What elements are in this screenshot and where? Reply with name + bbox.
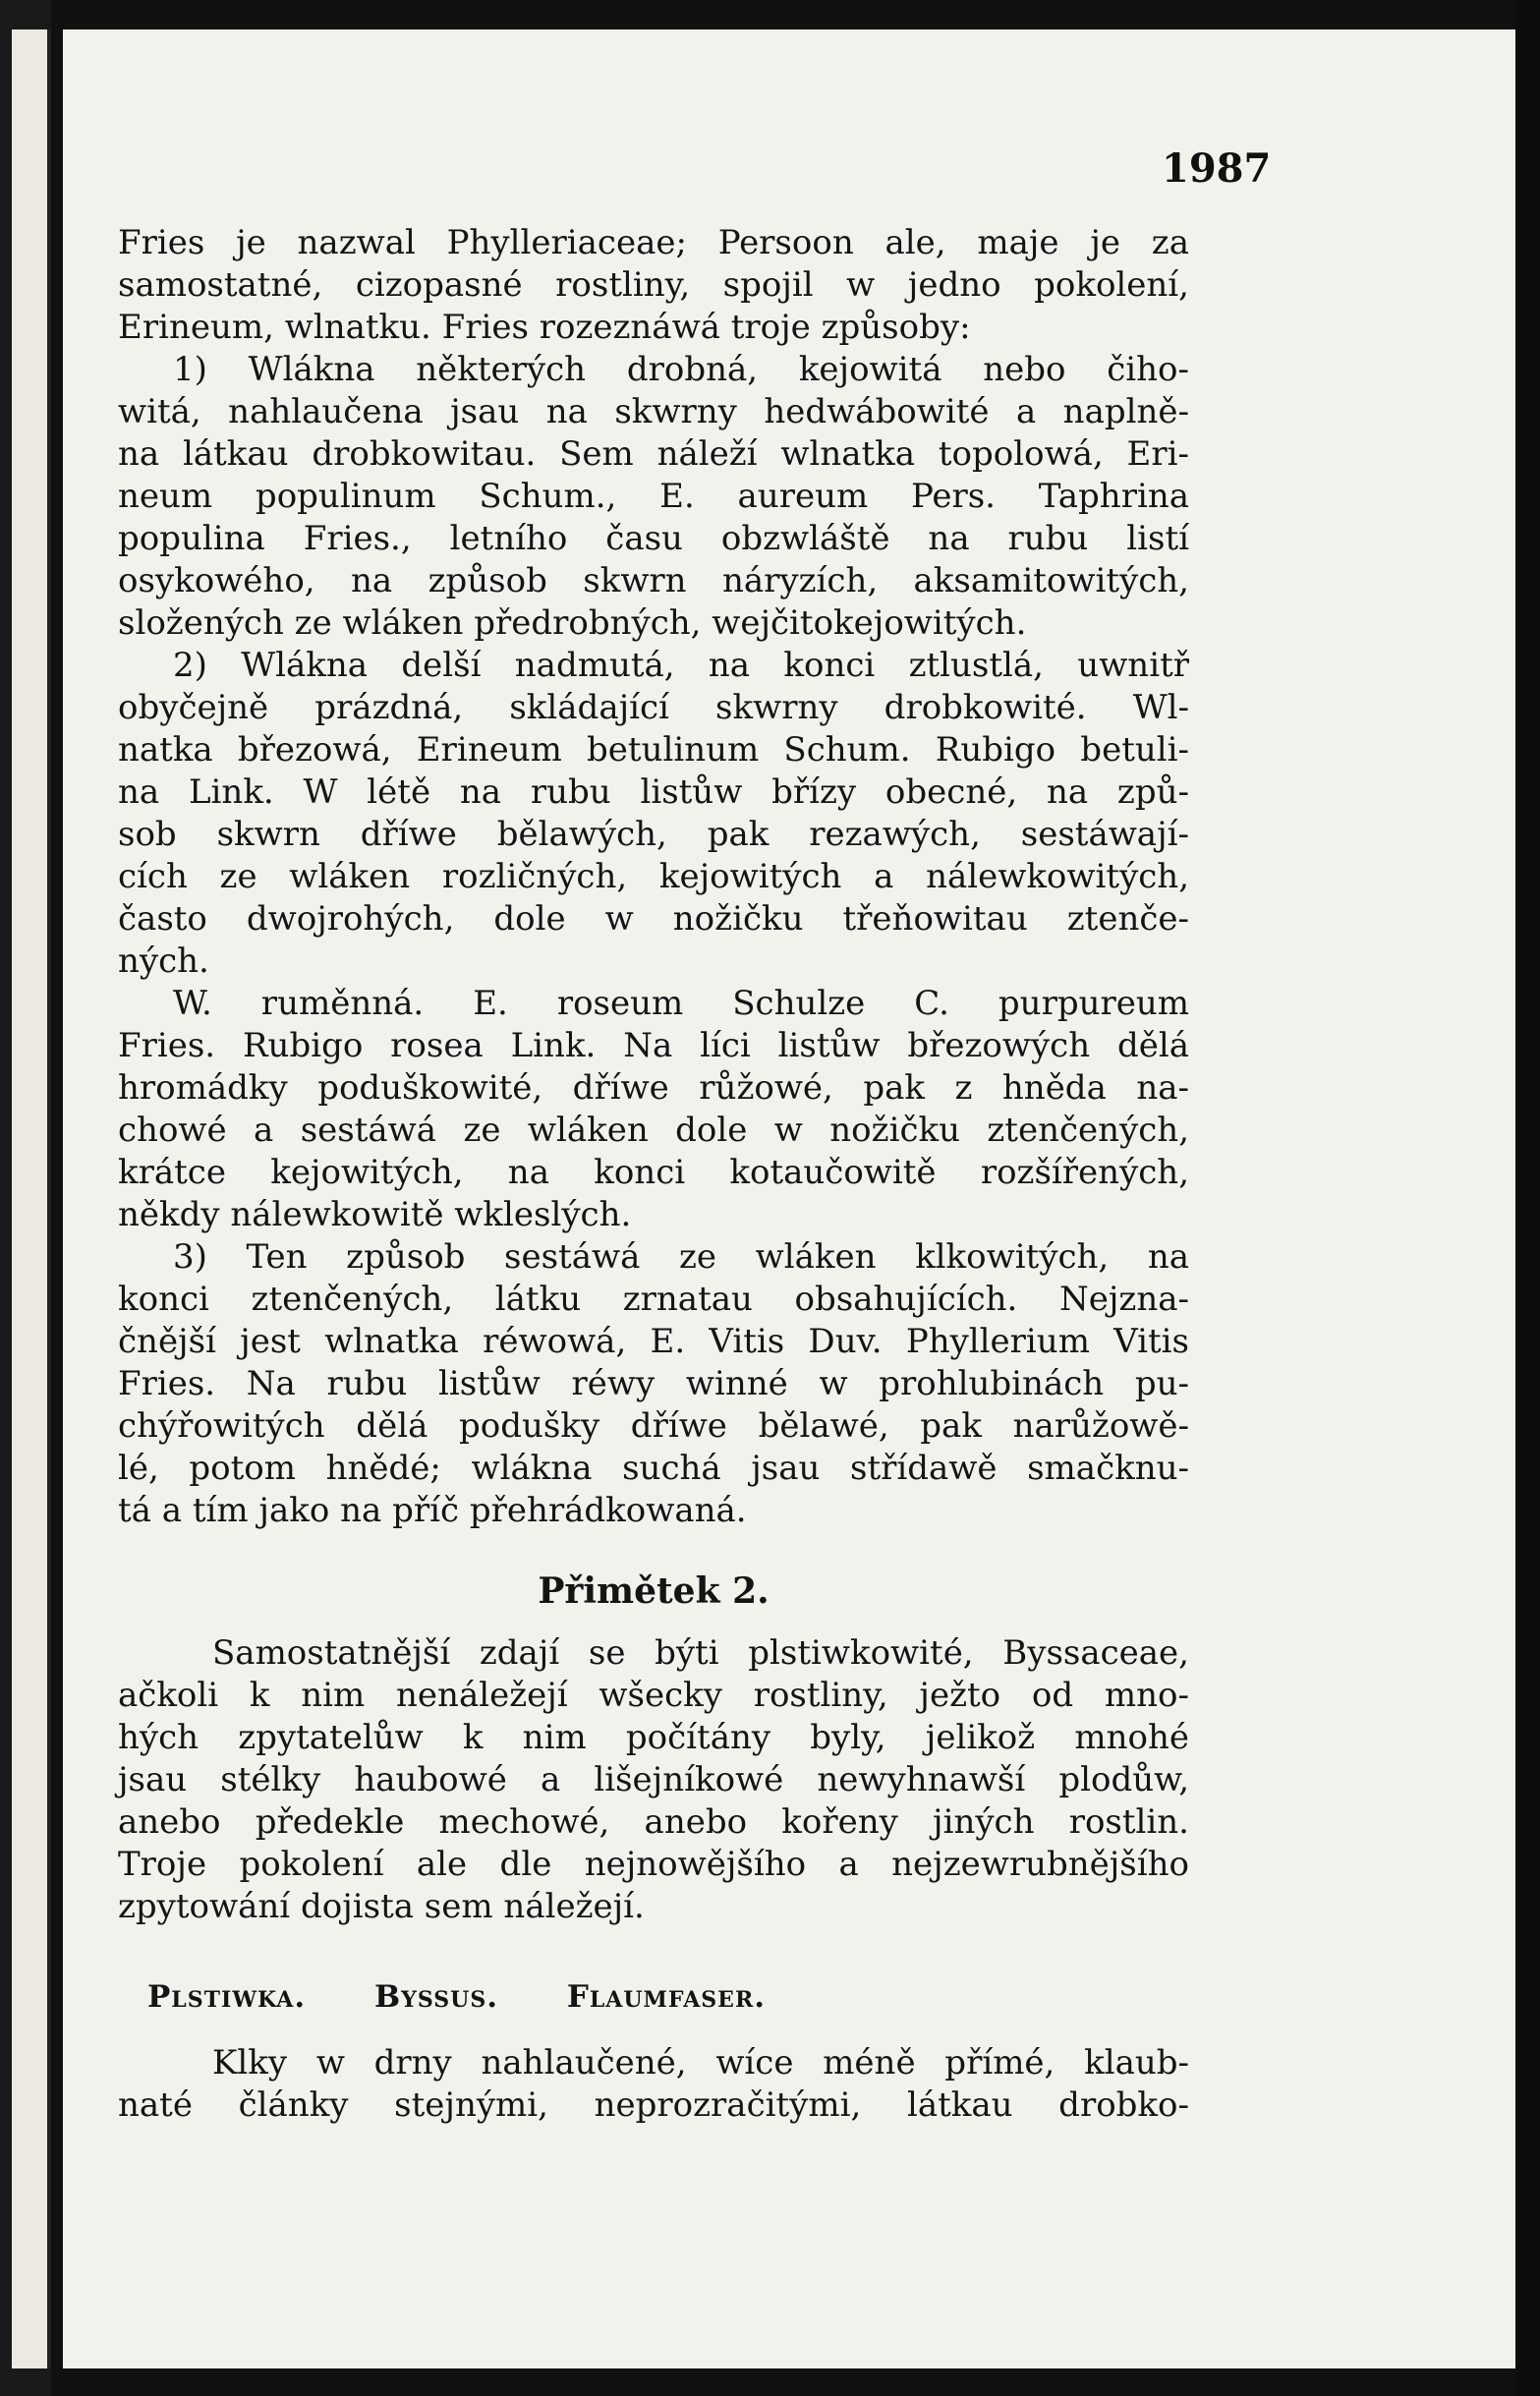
- text-line: Fries je nazwal Phylleriaceae; Persoon ale, maje je za: [118, 223, 1189, 262]
- page-text: [118, 222, 1189, 2127]
- text-line: ačkoli k nim nenáležejí wšecky rostliny, ježto od mno-: [118, 1676, 1189, 1715]
- page-number: 1987: [1162, 145, 1272, 192]
- text-line: neum populinum Schum., E. aureum Pers. Taphrina: [118, 477, 1189, 516]
- text-line: ných.: [118, 941, 209, 981]
- text-line: anebo předekle mechowé, anebo kořeny jiných rostlin.: [118, 1802, 1189, 1842]
- genus-name-latin: Byssus.: [373, 1979, 499, 2015]
- text-line: witá, nahlaučena jsau na skwrny hedwábowité a naplně-: [118, 392, 1189, 431]
- text-line: často dwojrohých, dole w nožičku třeňowitau ztenče-: [118, 899, 1189, 939]
- text-line: hromádky poduškowité, dříwe růžowé, pak z hněda na-: [118, 1068, 1189, 1108]
- text-line: 2) Wlákna delší nadmutá, na konci ztlustlá, uwnitř: [173, 646, 1189, 685]
- text-line: Fries. Na rubu listůw réwy winné w prohlubinách pu-: [118, 1364, 1189, 1403]
- text-line: 1) Wlákna některých drobná, kejowitá nebo čiho-: [173, 350, 1189, 389]
- text-line: lé, potom hnědé; wlákna suchá jsau střídawě smačknu-: [118, 1449, 1189, 1488]
- text-line: krátce kejowitých, na konci kotaučowitě rozšířených,: [118, 1153, 1189, 1192]
- text-line: konci ztenčených, látku zrnatau obsahujících. Nejzna-: [118, 1280, 1189, 1319]
- text-line: chowé a sestáwá ze wláken dole w nožičku ztenčených,: [118, 1111, 1189, 1150]
- text-line: Fries. Rubigo rosea Link. Na líci listůw březowých dělá: [118, 1026, 1189, 1065]
- text-line: složených ze wláken předrobných, wejčitokejowitých.: [118, 603, 1027, 643]
- text-line: obyčejně prázdná, skládající skwrny drobkowité. Wl-: [118, 688, 1189, 727]
- text-line: čnější jest wlnatka réwowá, E. Vitis Duv. Phyllerium Vitis: [118, 1322, 1189, 1361]
- text-line: někdy nálewkowitě wkleslých.: [118, 1195, 632, 1234]
- text-line: Klky w drny nahlaučené, wíce méně přímé, klaub-: [212, 2043, 1189, 2082]
- text-line: tá a tím jako na příč přehrádkowaná.: [118, 1491, 747, 1530]
- text-line: na Link. W létě na rubu listůw břízy obecné, na způ-: [118, 772, 1189, 812]
- text-line: na látkau drobkowitau. Sem náleží wlnatka topolowá, Eri-: [118, 434, 1189, 474]
- text-line: sob skwrn dříwe bělawých, pak rezawých, sestáwají-: [118, 815, 1189, 854]
- text-line: chýřowitých dělá podušky dříwe bělawé, pak narůžowě-: [118, 1406, 1189, 1446]
- text-line: jsau stélky haubowé a lišejníkowé newyhnawší plodůw,: [118, 1760, 1189, 1799]
- text-line: populina Fries., letního času obzwláště na rubu listí: [118, 519, 1189, 558]
- text-line: naté články stejnými, neprozračitými, látkau drobko-: [118, 2085, 1189, 2125]
- text-line: samostatné, cizopasné rostliny, spojil w jedno pokolení,: [118, 265, 1189, 305]
- text-line: zpytowání dojista sem náležejí.: [118, 1887, 645, 1926]
- genus-name-czech: Plstiwka.: [147, 1979, 307, 2015]
- text-line: osykowého, na způsob skwrn náryzích, aksamitowitých,: [118, 561, 1189, 600]
- section-heading: Přimětek 2.: [538, 1570, 770, 1612]
- genus-name-german: Flaumfaser.: [566, 1979, 767, 2015]
- text-line: hých zpytatelůw k nim počítány byly, jelikož mnohé: [118, 1718, 1189, 1757]
- scan-right-border: [1515, 0, 1540, 2396]
- text-line: natka březowá, Erineum betulinum Schum. Rubigo betuli-: [118, 730, 1189, 770]
- text-line: W. ruměnná. E. roseum Schulze C. purpureum: [173, 984, 1189, 1023]
- text-line: 3) Ten způsob sestáwá ze wláken klkowitých, na: [173, 1237, 1189, 1277]
- facing-page-edge: [12, 29, 51, 2368]
- text-line: Erineum, wlnatku. Fries rozeznáwá troje způsoby:: [118, 308, 971, 347]
- genus-heading: [118, 1968, 1189, 2026]
- text-line: Troje pokolení ale dle nejnowějšího a nejzewrubnějšího: [118, 1845, 1189, 1884]
- text-line: cích ze wláken rozličných, kejowitých a nálewkowitých,: [118, 857, 1189, 896]
- text-line: Samostatnější zdají se býti plstiwkowité, Byssaceae,: [212, 1633, 1189, 1673]
